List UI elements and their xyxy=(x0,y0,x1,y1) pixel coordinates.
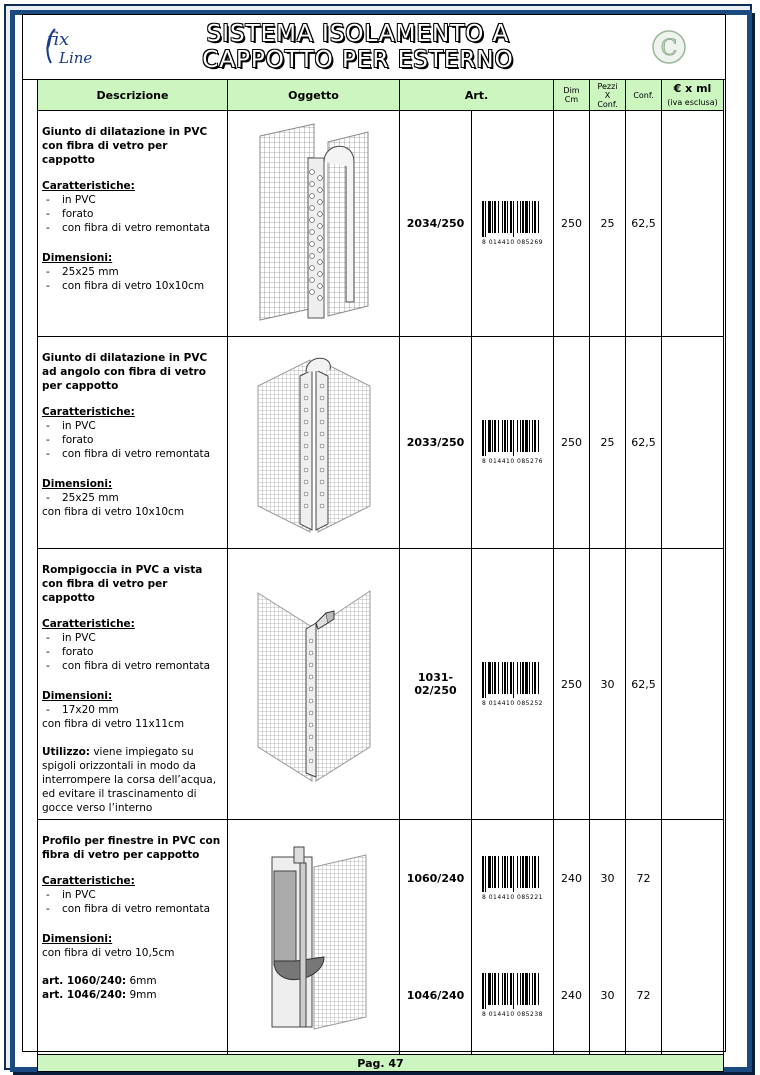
caratteristiche-label: Caratteristiche: xyxy=(42,875,135,887)
page-number: Pag. 47 xyxy=(38,1055,724,1072)
barcode xyxy=(472,549,554,820)
page-title xyxy=(143,21,573,73)
barcode xyxy=(472,973,553,1018)
pezzi-value: 25 xyxy=(590,337,626,549)
list-item: - con fibra di vetro remontata xyxy=(42,659,223,673)
dim-value: 250 xyxy=(554,337,590,549)
col-dim: Dim Cm xyxy=(554,80,590,111)
list-item: - forato xyxy=(42,433,223,447)
conf-value: 62,5 xyxy=(626,111,662,337)
table-row xyxy=(38,337,724,549)
product-image-rompigoccia xyxy=(228,549,400,820)
conf-value: 62,5 xyxy=(626,549,662,820)
article-code: 1031- 02/250 xyxy=(400,549,472,820)
article-code-stack xyxy=(400,820,472,1055)
conf-stack xyxy=(626,820,662,1055)
barcode-icon xyxy=(480,856,546,892)
logo-text-fix: fix xyxy=(47,29,70,50)
col-price: € x ml (iva esclusa) xyxy=(662,80,724,111)
product-description xyxy=(38,337,228,549)
product-title: Profilo per finestre in PVC con fibra di vetro per cappotto xyxy=(42,835,221,861)
product-title: Rompigoccia in PVC a vista con fibra di vetro per cappotto xyxy=(42,564,203,604)
barcode xyxy=(472,856,553,901)
product-image-profilo-finestre xyxy=(228,820,400,1055)
product-description xyxy=(38,820,228,1055)
dimensioni-extra: con fibra di vetro 10x10cm xyxy=(42,506,185,518)
product-image-giunto xyxy=(228,111,400,337)
dimensioni-extra: con fibra di vetro 10,5cm xyxy=(42,947,175,959)
article-code: 1046/240 xyxy=(406,989,465,1002)
fixline-logo xyxy=(37,23,107,71)
col-conf: Conf. xyxy=(626,80,662,111)
product-image-giunto-angolo xyxy=(228,337,400,549)
col-oggetto: Oggetto xyxy=(228,80,400,111)
list-item: - con fibra di vetro remontata xyxy=(42,902,223,916)
catalog-sheet xyxy=(22,14,726,1070)
variant-a: art. 1060/240: 6mm xyxy=(42,975,157,987)
barcode xyxy=(472,111,554,337)
barcode-number: 8 014410 085221 xyxy=(482,894,543,901)
barcode-icon xyxy=(480,420,546,456)
list-item: - in PVC xyxy=(42,631,223,645)
conf-value: 72 xyxy=(636,872,651,885)
page-header xyxy=(23,15,725,80)
dimensioni-label: Dimensioni: xyxy=(42,252,113,264)
caratteristiche-label: Caratteristiche: xyxy=(42,618,135,630)
table-footer-row xyxy=(38,1055,724,1072)
conf-value: 62,5 xyxy=(626,337,662,549)
barcode-icon xyxy=(480,662,546,698)
barcode-stack xyxy=(472,820,554,1055)
pezzi-value: 30 xyxy=(600,989,615,1002)
barcode-number: 8 014410 085276 xyxy=(482,458,543,465)
article-code: 2033/250 xyxy=(400,337,472,549)
conf-value: 72 xyxy=(636,989,651,1002)
caratteristiche-label: Caratteristiche: xyxy=(42,180,135,192)
c-badge-icon xyxy=(651,29,687,65)
list-item: - con fibra di vetro remontata xyxy=(42,221,223,235)
variant-b: art. 1046/240: 9mm xyxy=(42,989,157,1001)
barcode-icon xyxy=(480,201,546,237)
product-description xyxy=(38,549,228,820)
dim-stack xyxy=(554,820,590,1055)
list-item: - con fibra di vetro remontata xyxy=(42,447,223,461)
dim-value: 250 xyxy=(554,549,590,820)
product-description xyxy=(38,111,228,337)
dimensioni-extra: con fibra di vetro 11x11cm xyxy=(42,718,185,730)
col-pezzi: Pezzi X Conf. xyxy=(590,80,626,111)
table-row xyxy=(38,549,724,820)
list-item: - 25x25 mm xyxy=(42,491,223,505)
barcode-icon xyxy=(480,973,546,1009)
article-code: 1060/240 xyxy=(406,872,465,885)
barcode-number: 8 014410 085252 xyxy=(482,699,543,707)
dimensioni-label: Dimensioni: xyxy=(42,933,113,945)
price-value xyxy=(662,111,724,337)
list-item: - forato xyxy=(42,645,223,659)
pezzi-stack xyxy=(590,820,626,1055)
logo-text-line: Line xyxy=(59,49,93,67)
table-row xyxy=(38,820,724,1055)
list-item: - in PVC xyxy=(42,888,223,902)
dim-value: 240 xyxy=(561,872,582,885)
dimensioni-label: Dimensioni: xyxy=(42,478,113,490)
caratteristiche-label: Caratteristiche: xyxy=(42,406,135,418)
dim-value: 240 xyxy=(561,989,582,1002)
barcode-number: 8 014410 085269 xyxy=(482,239,543,246)
title-line-2: CAPPOTTO PER ESTERNO xyxy=(202,47,514,73)
table-row xyxy=(38,111,724,337)
col-descrizione: Descrizione xyxy=(38,80,228,111)
list-item: - forato xyxy=(42,207,223,221)
title-line-1: SISTEMA ISOLAMENTO A xyxy=(206,21,510,47)
dimensioni-label: Dimensioni: xyxy=(42,690,113,702)
article-code: 2034/250 xyxy=(400,111,472,337)
price-value xyxy=(662,549,724,820)
product-title: Giunto di dilatazione in PVC con fibra di vetro per cappotto xyxy=(42,126,208,166)
list-item: - in PVC xyxy=(42,193,223,207)
pezzi-value: 30 xyxy=(600,872,615,885)
price-value xyxy=(662,820,724,1055)
list-item: - con fibra di vetro 10x10cm xyxy=(42,279,223,293)
pezzi-value: 30 xyxy=(590,549,626,820)
list-item: - 25x25 mm xyxy=(42,265,223,279)
product-title: Giunto di dilatazione in PVC ad angolo con fibra di vetro per cappotto xyxy=(42,352,208,392)
price-value xyxy=(662,337,724,549)
dim-value: 250 xyxy=(554,111,590,337)
utilizzo-text: Utilizzo: viene impiegato su spigoli orizzontali in modo da interrompere la corsa dell’acqua, ed evitare il trascinamento di gocce verso l’interno xyxy=(42,746,217,814)
list-item: - 17x20 mm xyxy=(42,703,223,717)
product-table xyxy=(37,79,724,1072)
list-item: - in PVC xyxy=(42,419,223,433)
table-header-row xyxy=(38,80,724,111)
barcode xyxy=(472,337,554,549)
c-badge-letter: C xyxy=(660,36,678,61)
pezzi-value: 25 xyxy=(590,111,626,337)
barcode-number: 8 014410 085238 xyxy=(482,1011,543,1018)
col-art: Art. xyxy=(400,80,554,111)
